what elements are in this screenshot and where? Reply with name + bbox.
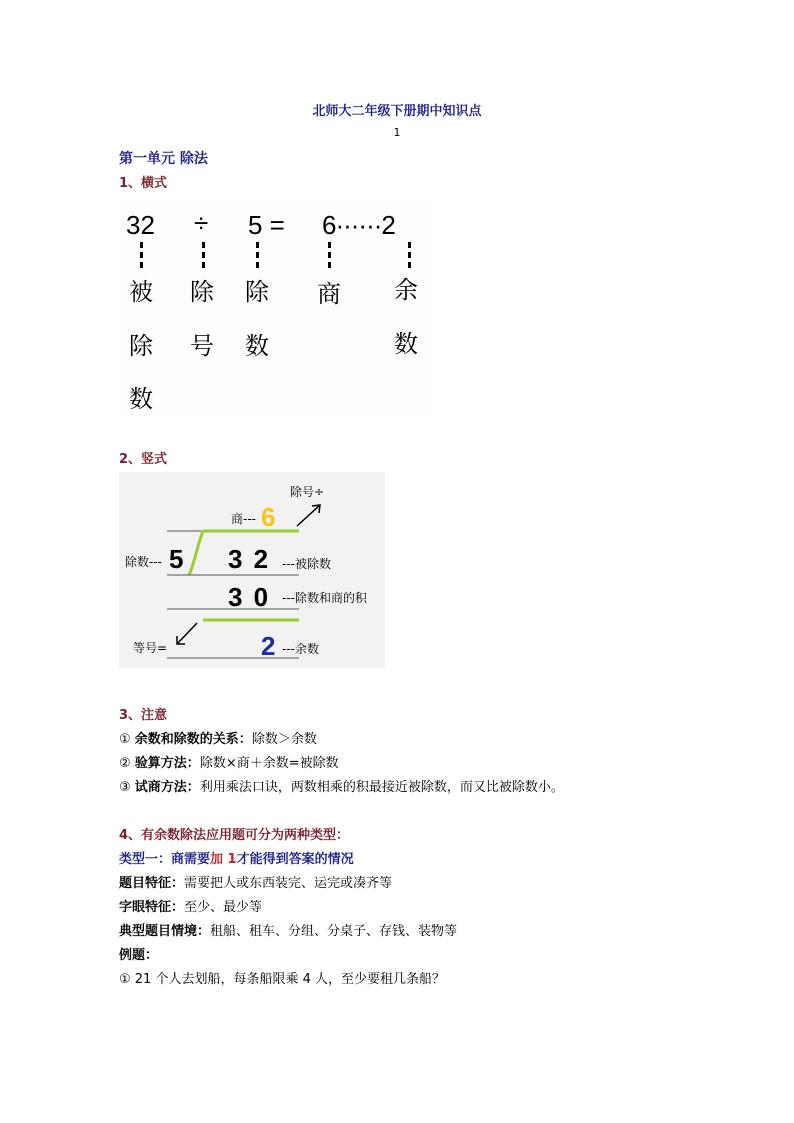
quotient-digit: 6 [261, 502, 276, 532]
remainder-label: ---余数 [282, 642, 319, 656]
feature-topic-text: 需要把人或东西装完、运完或凑齐等 [184, 876, 393, 891]
dividend-number: 32 [126, 210, 155, 240]
feature-scenarios-label: 典型题目情境： [119, 924, 211, 939]
quotient-connector [328, 242, 331, 268]
horizontal-division-figure [118, 200, 433, 418]
type-1-prefix: 类型一：商需要 [119, 852, 211, 867]
note-3-text: 利用乘法口诀，两数相乘的积最接近被除数，而又比被除数小。 [199, 780, 564, 795]
section-1-heading: 1、横式 [119, 176, 168, 191]
feature-line-topic [119, 872, 392, 891]
note-3-marker: ③ [119, 780, 131, 795]
type-1-highlight: 加 1 [210, 852, 237, 867]
section-3-heading: 3、注意 [119, 708, 168, 723]
feature-line-keywords [119, 896, 262, 915]
sign-connector [202, 242, 205, 268]
note-2-text: 除数×商＋余数=被除数 [199, 756, 339, 771]
type-1-heading [119, 848, 354, 867]
note-item-3 [119, 776, 564, 795]
remainder-digit: 2 [261, 631, 276, 661]
document-title: 北师大二年级下册期中知识点 [312, 104, 482, 119]
feature-line-scenarios [119, 920, 457, 939]
note-2-marker: ② [119, 756, 131, 771]
feature-keywords-label: 字眼特征： [119, 900, 185, 915]
feature-topic-label: 题目特征： [119, 876, 185, 891]
example-question-1: ① 21 个人去划船，每条船限乘 4 人，至少要租几条船？ [119, 972, 445, 987]
note-2-label: 验算方法： [134, 756, 200, 771]
feature-scenarios-text: 租船、租车、分组、分桌子、存钱、装物等 [210, 924, 458, 939]
equal-sign-label: 等号= [133, 641, 168, 655]
note-1-label: 余数和除数的关系： [134, 732, 252, 747]
division-sign-label: 除号÷ [290, 485, 325, 499]
remainder-connector [408, 242, 411, 268]
quotient-label: 商--- [231, 512, 256, 526]
type-1-suffix: 才能得到答案的情况 [236, 852, 354, 867]
divisor-digit: 5 [169, 544, 184, 574]
dividend-label: ---被除数 [282, 557, 331, 571]
product-label: ---除数和商的积 [282, 591, 367, 605]
dividend-digits: 3 2 [228, 544, 271, 574]
note-item-2 [119, 752, 339, 771]
quotient-remainder-number: 6······2 [322, 210, 395, 240]
label-quotient: 商 [317, 280, 341, 308]
division-sign: ÷ [194, 208, 209, 238]
label-dividend-3: 数 [129, 385, 153, 413]
label-sign-1: 除 [190, 278, 214, 306]
label-sign-2: 号 [190, 332, 214, 360]
label-remainder-1: 余 [394, 276, 418, 304]
note-3-label: 试商方法： [134, 780, 200, 795]
product-digits: 3 0 [228, 582, 271, 612]
page-number: 1 [393, 126, 401, 139]
label-dividend-1: 被 [129, 278, 153, 306]
unit-heading: 第一单元 除法 [119, 151, 208, 167]
divisor-connector [256, 242, 259, 268]
dividend-connector [140, 242, 143, 268]
example-label: 例题： [119, 948, 159, 963]
feature-keywords-text: 至少、最少等 [184, 900, 263, 915]
divisor-label: 除数--- [125, 555, 162, 569]
section-4-heading: 4、有余数除法应用题可分为两种类型： [119, 828, 350, 843]
label-remainder-2: 数 [394, 330, 418, 358]
label-divisor-1: 除 [245, 278, 269, 306]
long-division-figure [119, 472, 385, 668]
note-item-1 [119, 728, 317, 747]
section-2-heading: 2、竖式 [119, 452, 168, 467]
label-dividend-2: 除 [129, 332, 153, 360]
label-divisor-2: 数 [245, 332, 269, 360]
note-1-marker: ① [119, 732, 131, 747]
note-1-text: 除数＞余数 [251, 732, 317, 747]
divisor-number: 5 = [248, 210, 285, 240]
